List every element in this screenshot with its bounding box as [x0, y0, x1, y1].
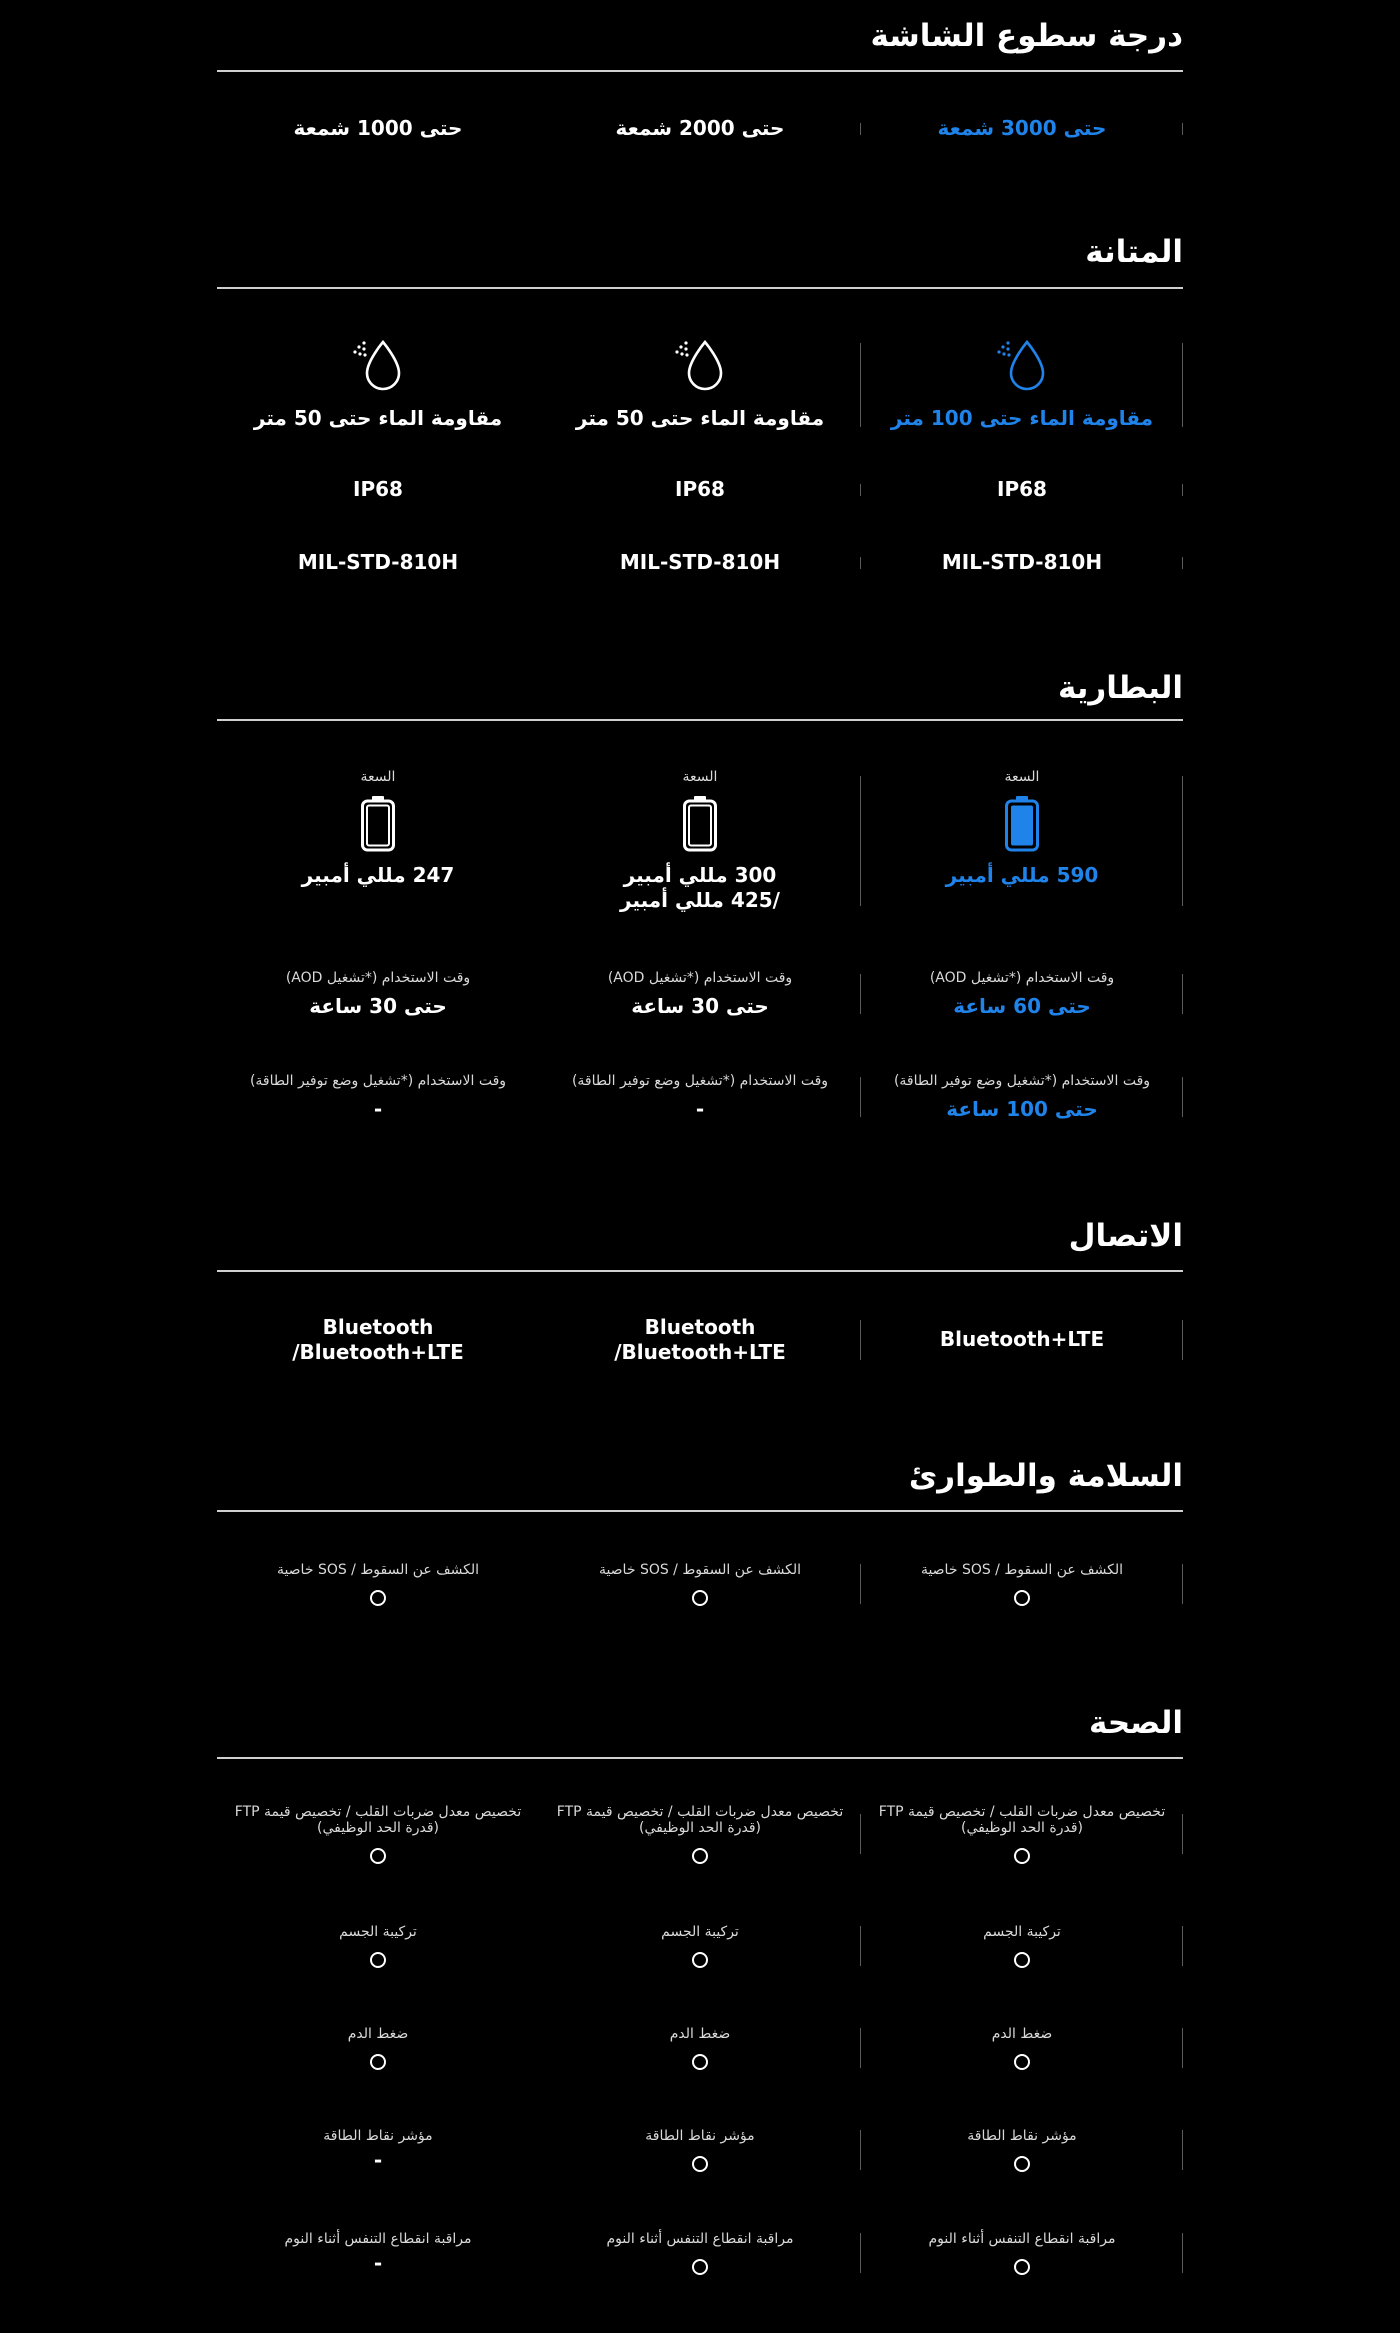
health-col-1 — [861, 1924, 1183, 1968]
mil-standard: MIL-STD-810H — [619, 550, 781, 574]
health-col-1 — [861, 2026, 1183, 2070]
battery-icon — [682, 795, 718, 853]
aod-col-1 — [861, 970, 1183, 1018]
saver-value: حتى 100 ساعة — [946, 1097, 1098, 1121]
aod-value: حتى 30 ساعة — [631, 994, 769, 1018]
ip-row — [217, 477, 1183, 502]
aod-label: وقت الاستخدام (*تشغيل AOD) — [929, 970, 1115, 986]
ip-rating: IP68 — [997, 477, 1047, 501]
battery-title: البطارية — [1057, 670, 1183, 706]
aod-label: وقت الاستخدام (*تشغيل AOD) — [607, 970, 793, 986]
battery-col-3 — [217, 769, 539, 913]
health-label: تركيبة الجسم — [661, 1924, 739, 1940]
brightness-value: حتى 3000 شمعة — [937, 116, 1107, 140]
health-label: مؤشر نقاط الطاقة — [967, 2128, 1077, 2144]
health-label: مؤشر نقاط الطاقة — [323, 2128, 433, 2144]
health-col-3 — [217, 2026, 539, 2070]
supported-icon — [370, 1952, 386, 1968]
mil-standard: MIL-STD-810H — [941, 550, 1103, 574]
brightness-value: حتى 2000 شمعة — [615, 116, 785, 140]
health-title: الصحة — [1089, 1705, 1183, 1741]
health-row-body-composition — [217, 1924, 1183, 1968]
ip-col-3 — [217, 477, 539, 502]
health-row-energy-score — [217, 2128, 1183, 2172]
not-supported-dash: - — [373, 2148, 383, 2172]
saver-value: - — [695, 1097, 705, 1121]
supported-icon — [692, 1590, 708, 1606]
saver-label: وقت الاستخدام (*تشغيل وضع توفير الطاقة) — [249, 1073, 507, 1089]
safety-row — [217, 1562, 1183, 1606]
supported-icon — [370, 1848, 386, 1864]
health-col-1 — [861, 2128, 1183, 2172]
saver-col-1 — [861, 1073, 1183, 1121]
connectivity-title: الاتصال — [1068, 1218, 1183, 1254]
health-row-hr-ftp — [217, 1804, 1183, 1864]
health-label: ضغط الدم — [669, 2026, 731, 2042]
connectivity-value: Bluetooth+LTE — [939, 1327, 1105, 1351]
saver-label: وقت الاستخدام (*تشغيل وضع توفير الطاقة) — [893, 1073, 1151, 1089]
health-col-2 — [539, 2128, 861, 2172]
mil-standard: MIL-STD-810H — [297, 550, 459, 574]
health-col-2 — [539, 1924, 861, 1968]
not-supported-dash: - — [373, 2251, 383, 2275]
durability-col-1 — [861, 338, 1183, 431]
supported-icon — [1014, 1848, 1030, 1864]
ip-col-1 — [861, 477, 1183, 502]
health-label: مراقبة انقطاع التنفس أثناء النوم — [284, 2231, 472, 2247]
divider — [217, 1270, 1183, 1272]
health-label: ضغط الدم — [347, 2026, 409, 2042]
capacity-label: السعة — [682, 769, 718, 785]
capacity-label: السعة — [1004, 769, 1040, 785]
supported-icon — [370, 2054, 386, 2070]
supported-icon — [370, 1590, 386, 1606]
connectivity-value: Bluetooth /Bluetooth+LTE — [614, 1315, 786, 1364]
aod-label: وقت الاستخدام (*تشغيل AOD) — [285, 970, 471, 986]
ip-rating: IP68 — [675, 477, 725, 501]
health-col-1 — [861, 1804, 1183, 1864]
saver-col-2 — [539, 1073, 861, 1121]
battery-capacity: 590 مللي أمبير — [945, 863, 1099, 887]
connectivity-value: Bluetooth /Bluetooth+LTE — [292, 1315, 464, 1364]
health-label: تركيبة الجسم — [339, 1924, 417, 1940]
divider — [217, 1757, 1183, 1759]
supported-icon — [692, 2259, 708, 2275]
aod-value: حتى 30 ساعة — [309, 994, 447, 1018]
health-label: تركيبة الجسم — [983, 1924, 1061, 1940]
water-resistance: مقاومة الماء حتى 100 متر — [890, 406, 1154, 430]
connectivity-row — [217, 1315, 1183, 1365]
supported-icon — [1014, 1952, 1030, 1968]
brightness-value: حتى 1000 شمعة — [293, 116, 463, 140]
durability-col-2 — [539, 338, 861, 431]
battery-col-2 — [539, 769, 861, 913]
health-col-2 — [539, 2026, 861, 2070]
supported-icon — [692, 1848, 708, 1864]
brightness-col-2 — [539, 116, 861, 141]
brightness-title: درجة سطوع الشاشة — [870, 18, 1183, 54]
brightness-col-1 — [861, 116, 1183, 141]
divider — [217, 719, 1183, 721]
water-drop-icon — [350, 338, 406, 394]
health-label: تخصيص معدل ضربات القلب / تخصيص قيمة FTP (قدرة الحد الوظيفي) — [556, 1804, 844, 1836]
health-col-3 — [217, 1804, 539, 1864]
health-col-1 — [861, 2231, 1183, 2275]
brightness-row — [217, 116, 1183, 141]
saver-label: وقت الاستخدام (*تشغيل وضع توفير الطاقة) — [571, 1073, 829, 1089]
spec-comparison — [217, 0, 1183, 2333]
mil-col-1 — [861, 550, 1183, 575]
ip-rating: IP68 — [353, 477, 403, 501]
health-col-3 — [217, 2231, 539, 2275]
mil-col-2 — [539, 550, 861, 575]
water-resistance: مقاومة الماء حتى 50 متر — [575, 406, 825, 430]
health-col-3 — [217, 1924, 539, 1968]
battery-capacity-row — [217, 769, 1183, 913]
health-row-sleep-apnea — [217, 2231, 1183, 2275]
connectivity-col-3 — [217, 1315, 539, 1365]
health-label: مؤشر نقاط الطاقة — [645, 2128, 755, 2144]
water-drop-icon — [672, 338, 728, 394]
water-row — [217, 338, 1183, 431]
aod-col-2 — [539, 970, 861, 1018]
mil-col-3 — [217, 550, 539, 575]
safety-label: الكشف عن السقوط / SOS خاصية — [598, 1562, 802, 1578]
supported-icon — [1014, 2259, 1030, 2275]
safety-col-1 — [861, 1562, 1183, 1606]
health-col-3 — [217, 2128, 539, 2172]
battery-icon — [360, 795, 396, 853]
water-resistance: مقاومة الماء حتى 50 متر — [253, 406, 503, 430]
durability-title: المتانة — [1085, 234, 1183, 270]
saver-row — [217, 1073, 1183, 1121]
divider — [217, 1510, 1183, 1512]
supported-icon — [692, 2054, 708, 2070]
divider — [217, 287, 1183, 289]
health-label: ضغط الدم — [991, 2026, 1053, 2042]
capacity-label: السعة — [360, 769, 396, 785]
saver-col-3 — [217, 1073, 539, 1121]
mil-row — [217, 550, 1183, 575]
supported-icon — [692, 1952, 708, 1968]
aod-row — [217, 970, 1183, 1018]
health-label: مراقبة انقطاع التنفس أثناء النوم — [606, 2231, 794, 2247]
battery-icon — [1004, 795, 1040, 853]
supported-icon — [1014, 2054, 1030, 2070]
health-label: مراقبة انقطاع التنفس أثناء النوم — [928, 2231, 1116, 2247]
aod-value: حتى 60 ساعة — [953, 994, 1091, 1018]
divider — [217, 70, 1183, 72]
battery-capacity: 300 مللي أمبير /425 مللي أمبير — [620, 863, 780, 912]
saver-value: - — [373, 1097, 383, 1121]
health-col-2 — [539, 2231, 861, 2275]
safety-label: الكشف عن السقوط / SOS خاصية — [920, 1562, 1124, 1578]
water-drop-icon — [994, 338, 1050, 394]
ip-col-2 — [539, 477, 861, 502]
supported-icon — [1014, 1590, 1030, 1606]
health-label: تخصيص معدل ضربات القلب / تخصيص قيمة FTP (قدرة الحد الوظيفي) — [234, 1804, 522, 1836]
safety-col-2 — [539, 1562, 861, 1606]
health-col-2 — [539, 1804, 861, 1864]
connectivity-col-2 — [539, 1315, 861, 1365]
safety-label: الكشف عن السقوط / SOS خاصية — [276, 1562, 480, 1578]
health-label: تخصيص معدل ضربات القلب / تخصيص قيمة FTP (قدرة الحد الوظيفي) — [878, 1804, 1166, 1836]
durability-col-3 — [217, 338, 539, 431]
safety-title: السلامة والطوارئ — [908, 1458, 1183, 1494]
supported-icon — [692, 2156, 708, 2172]
connectivity-col-1 — [861, 1315, 1183, 1365]
supported-icon — [1014, 2156, 1030, 2172]
brightness-col-3 — [217, 116, 539, 141]
aod-col-3 — [217, 970, 539, 1018]
safety-col-3 — [217, 1562, 539, 1606]
health-row-blood-pressure — [217, 2026, 1183, 2070]
battery-col-1 — [861, 769, 1183, 913]
battery-capacity: 247 مللي أمبير — [301, 863, 455, 887]
